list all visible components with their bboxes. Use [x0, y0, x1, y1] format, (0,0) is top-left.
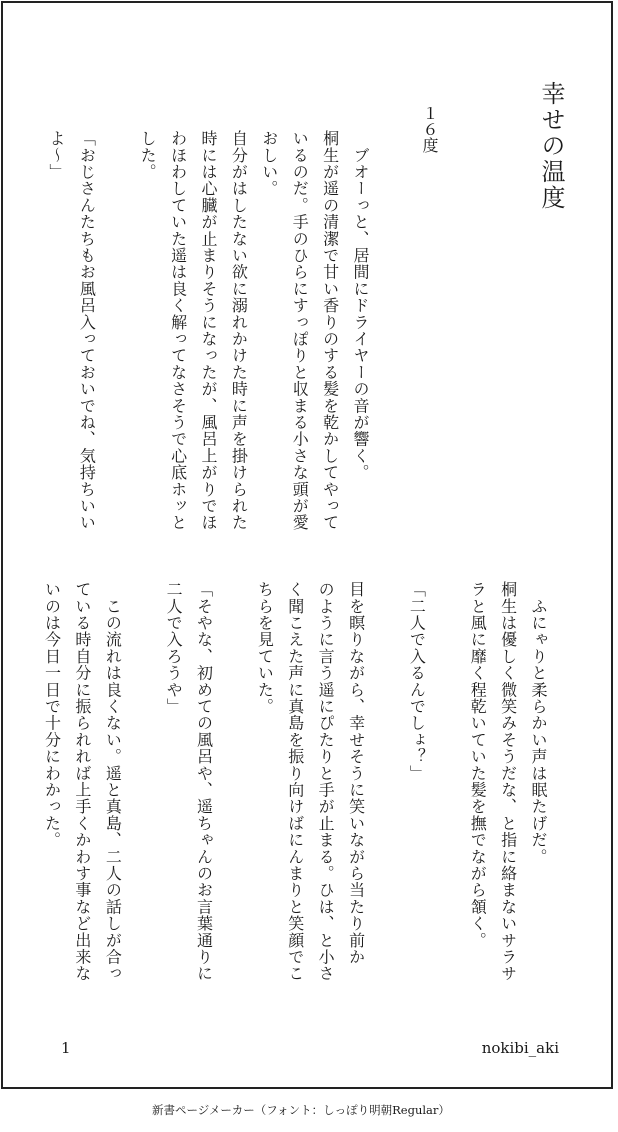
text-line: いるのだ。手のひらにすっぽりと収まる小さな頭が愛 [290, 130, 310, 531]
text-line: 時には心臓が止まりそうになったが、風呂上がりでほ [198, 130, 218, 531]
text-line: いのは今日一日で十分にわかった。 [42, 581, 62, 849]
text-line [127, 581, 157, 982]
text-line: した。 [138, 130, 158, 181]
text-line: 自分がはしたない欲に溺れかけた時に声を掛けられた [229, 130, 249, 531]
text-line: 「そやな、初めての風呂や、遥ちゃんのお言葉通りに [194, 581, 214, 982]
text-line [431, 581, 461, 982]
chapter-heading: １６度 [420, 105, 439, 153]
text-line: 目を瞑りながら、幸せそうに笑いながら当たり前か [346, 581, 366, 966]
text-line [371, 581, 401, 982]
text-line: この流れは良くない。遥と真島、二人の話しが合っ [103, 581, 123, 982]
maker-caption: 新書ページメーカー（フォント：しっぽり明朝Regular） [152, 1103, 450, 1117]
text-line: ちらを見ていた。 [255, 581, 275, 715]
page-number: 1 [61, 1039, 71, 1057]
text-line: ブオーっと、居間にドライヤーの音が響く。 [351, 130, 370, 481]
author-name: nokibi_aki [481, 1039, 559, 1057]
text-line: よ〜」 [46, 130, 66, 181]
text-line: ている時自分に振られれば上手くかわす事など出来な [72, 581, 92, 982]
text-line: 桐生が遥の清潔で甘い香りのする髪を乾かしてやって [320, 130, 340, 531]
text-line: ラと風に靡く程乾いていた髪を撫でながら頷く。 [468, 581, 488, 949]
text-line: 「おじさんたちもお風呂入っておいでね、気持ちいい [77, 130, 97, 531]
text-block-lower [36, 581, 553, 982]
text-line: 二人で入ろうや」 [164, 581, 184, 715]
story-title: 幸せの温度 [537, 81, 565, 211]
text-line: 「二人で入るんでしょ？」 [407, 581, 427, 782]
text-block-upper [41, 130, 375, 531]
text-line: わほわしていた遥は良く解ってなさそうで心底ホッと [168, 130, 188, 531]
text-line [219, 581, 249, 982]
text-line: ふにゃりと柔らかい声は眠たげだ。 [529, 581, 548, 865]
text-line: おしい。 [259, 130, 279, 197]
manuscript-page [1, 1, 613, 1089]
text-line: のように言う遥にぴたりと手が止まる。ひは、と小さ [316, 581, 336, 982]
text-line: 桐生は優しく微笑みそうだな、と指に絡まないサラサ [498, 581, 518, 982]
text-line [101, 130, 131, 531]
text-line: く聞こえた声に真島を振り向けばにんまりと笑顔でこ [285, 581, 305, 982]
